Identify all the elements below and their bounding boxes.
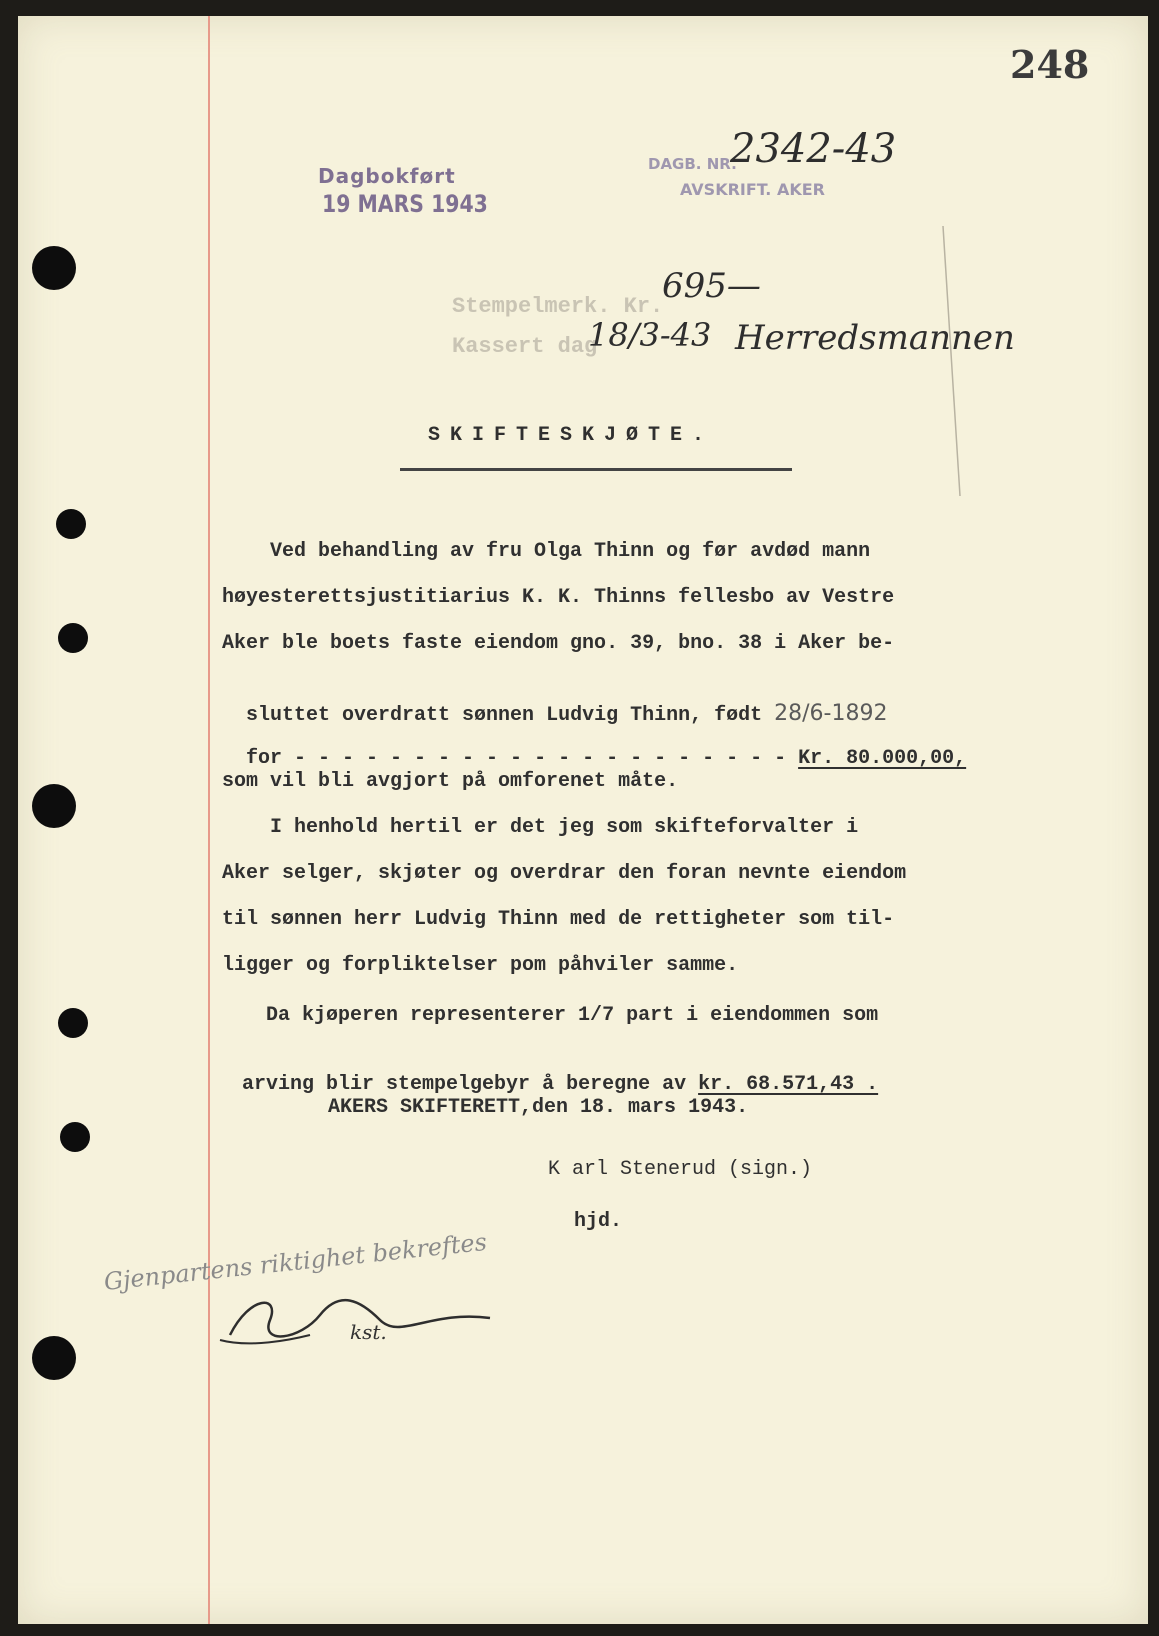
body-line xyxy=(222,678,887,727)
body-line xyxy=(218,1050,878,1096)
handwritten-amount: 695— xyxy=(662,266,761,306)
body-line: AKERS SKIFTERETT,den 18. mars 1943. xyxy=(304,1096,749,1119)
body-line: til sønnen herr Ludvig Thinn med de rettigheter som til- xyxy=(222,908,895,931)
handwritten-birth-date: 28/6-1892 xyxy=(774,701,888,726)
body-line: Da kjøperen representerer 1/7 part i eiendommen som xyxy=(218,1004,879,1027)
body-line: Ved behandling av fru Olga Thinn og før avdød mann xyxy=(222,540,871,563)
pencil-stroke xyxy=(938,226,978,506)
handwritten-name: Herredsmannen xyxy=(735,318,1015,358)
dagbokfort-stamp-label: Dagbokført xyxy=(318,164,456,188)
certification-text: Gjenpartens riktighet bekreftes xyxy=(102,1227,489,1296)
handwritten-date: 18/3-43 xyxy=(588,316,712,354)
title-underline xyxy=(400,468,792,471)
dagbokfort-stamp-date: 19 MARS 1943 xyxy=(322,190,488,218)
initials: hjd. xyxy=(574,1210,623,1233)
body-line: Aker selger, skjøter og overdrar den foran nevnte eiendom xyxy=(222,862,907,885)
faint-stamp-line1: Stempelmerk. Kr. xyxy=(452,294,664,319)
page-number: 248 xyxy=(1010,42,1090,87)
certification-signer: kst. xyxy=(350,1320,387,1344)
signature-line: K arl Stenerud (sign.) xyxy=(548,1158,813,1181)
body-line: høyesterettsjustitiarius K. K. Thinns fellesbo av Vestre xyxy=(222,586,895,609)
body-line-text: arving blir stempelgebyr å beregne av xyxy=(242,1073,699,1096)
binder-hole xyxy=(32,784,76,828)
avskrift-stamp-label: AVSKRIFT. AKER xyxy=(680,180,825,199)
binder-hole xyxy=(60,1122,90,1152)
binder-hole xyxy=(32,1336,76,1380)
body-line xyxy=(222,724,966,770)
body-line-text: for - - - - - - - - - - - - - - - - - - - - - xyxy=(246,747,799,770)
margin-line xyxy=(208,16,210,1624)
fee-underlined: kr. 68.571,43 . xyxy=(698,1073,879,1096)
dagb-nr-stamp-label: DAGB. NR. xyxy=(648,155,737,173)
faint-stamp-line2: Kassert dag xyxy=(452,334,598,359)
body-line: Aker ble boets faste eiendom gno. 39, bno. 38 i Aker be- xyxy=(222,632,895,655)
body-line: som vil bli avgjort på omforenet måte. xyxy=(222,770,679,793)
body-line: I henhold hertil er det jeg som skifteforvalter i xyxy=(222,816,859,839)
body-line: ligger og forpliktelser pom påhviler samme. xyxy=(222,954,739,977)
binder-hole xyxy=(56,509,86,539)
binder-hole xyxy=(32,246,76,290)
binder-hole xyxy=(58,1008,88,1038)
body-line-text: sluttet overdratt sønnen Ludvig Thinn, født xyxy=(246,704,775,727)
handwritten-dagb-number: 2342-43 xyxy=(730,126,897,172)
binder-hole xyxy=(58,623,88,653)
document-title: SKIFTESKJØTE. xyxy=(428,424,715,447)
amount-underlined: Kr. 80.000,00, xyxy=(798,747,967,770)
